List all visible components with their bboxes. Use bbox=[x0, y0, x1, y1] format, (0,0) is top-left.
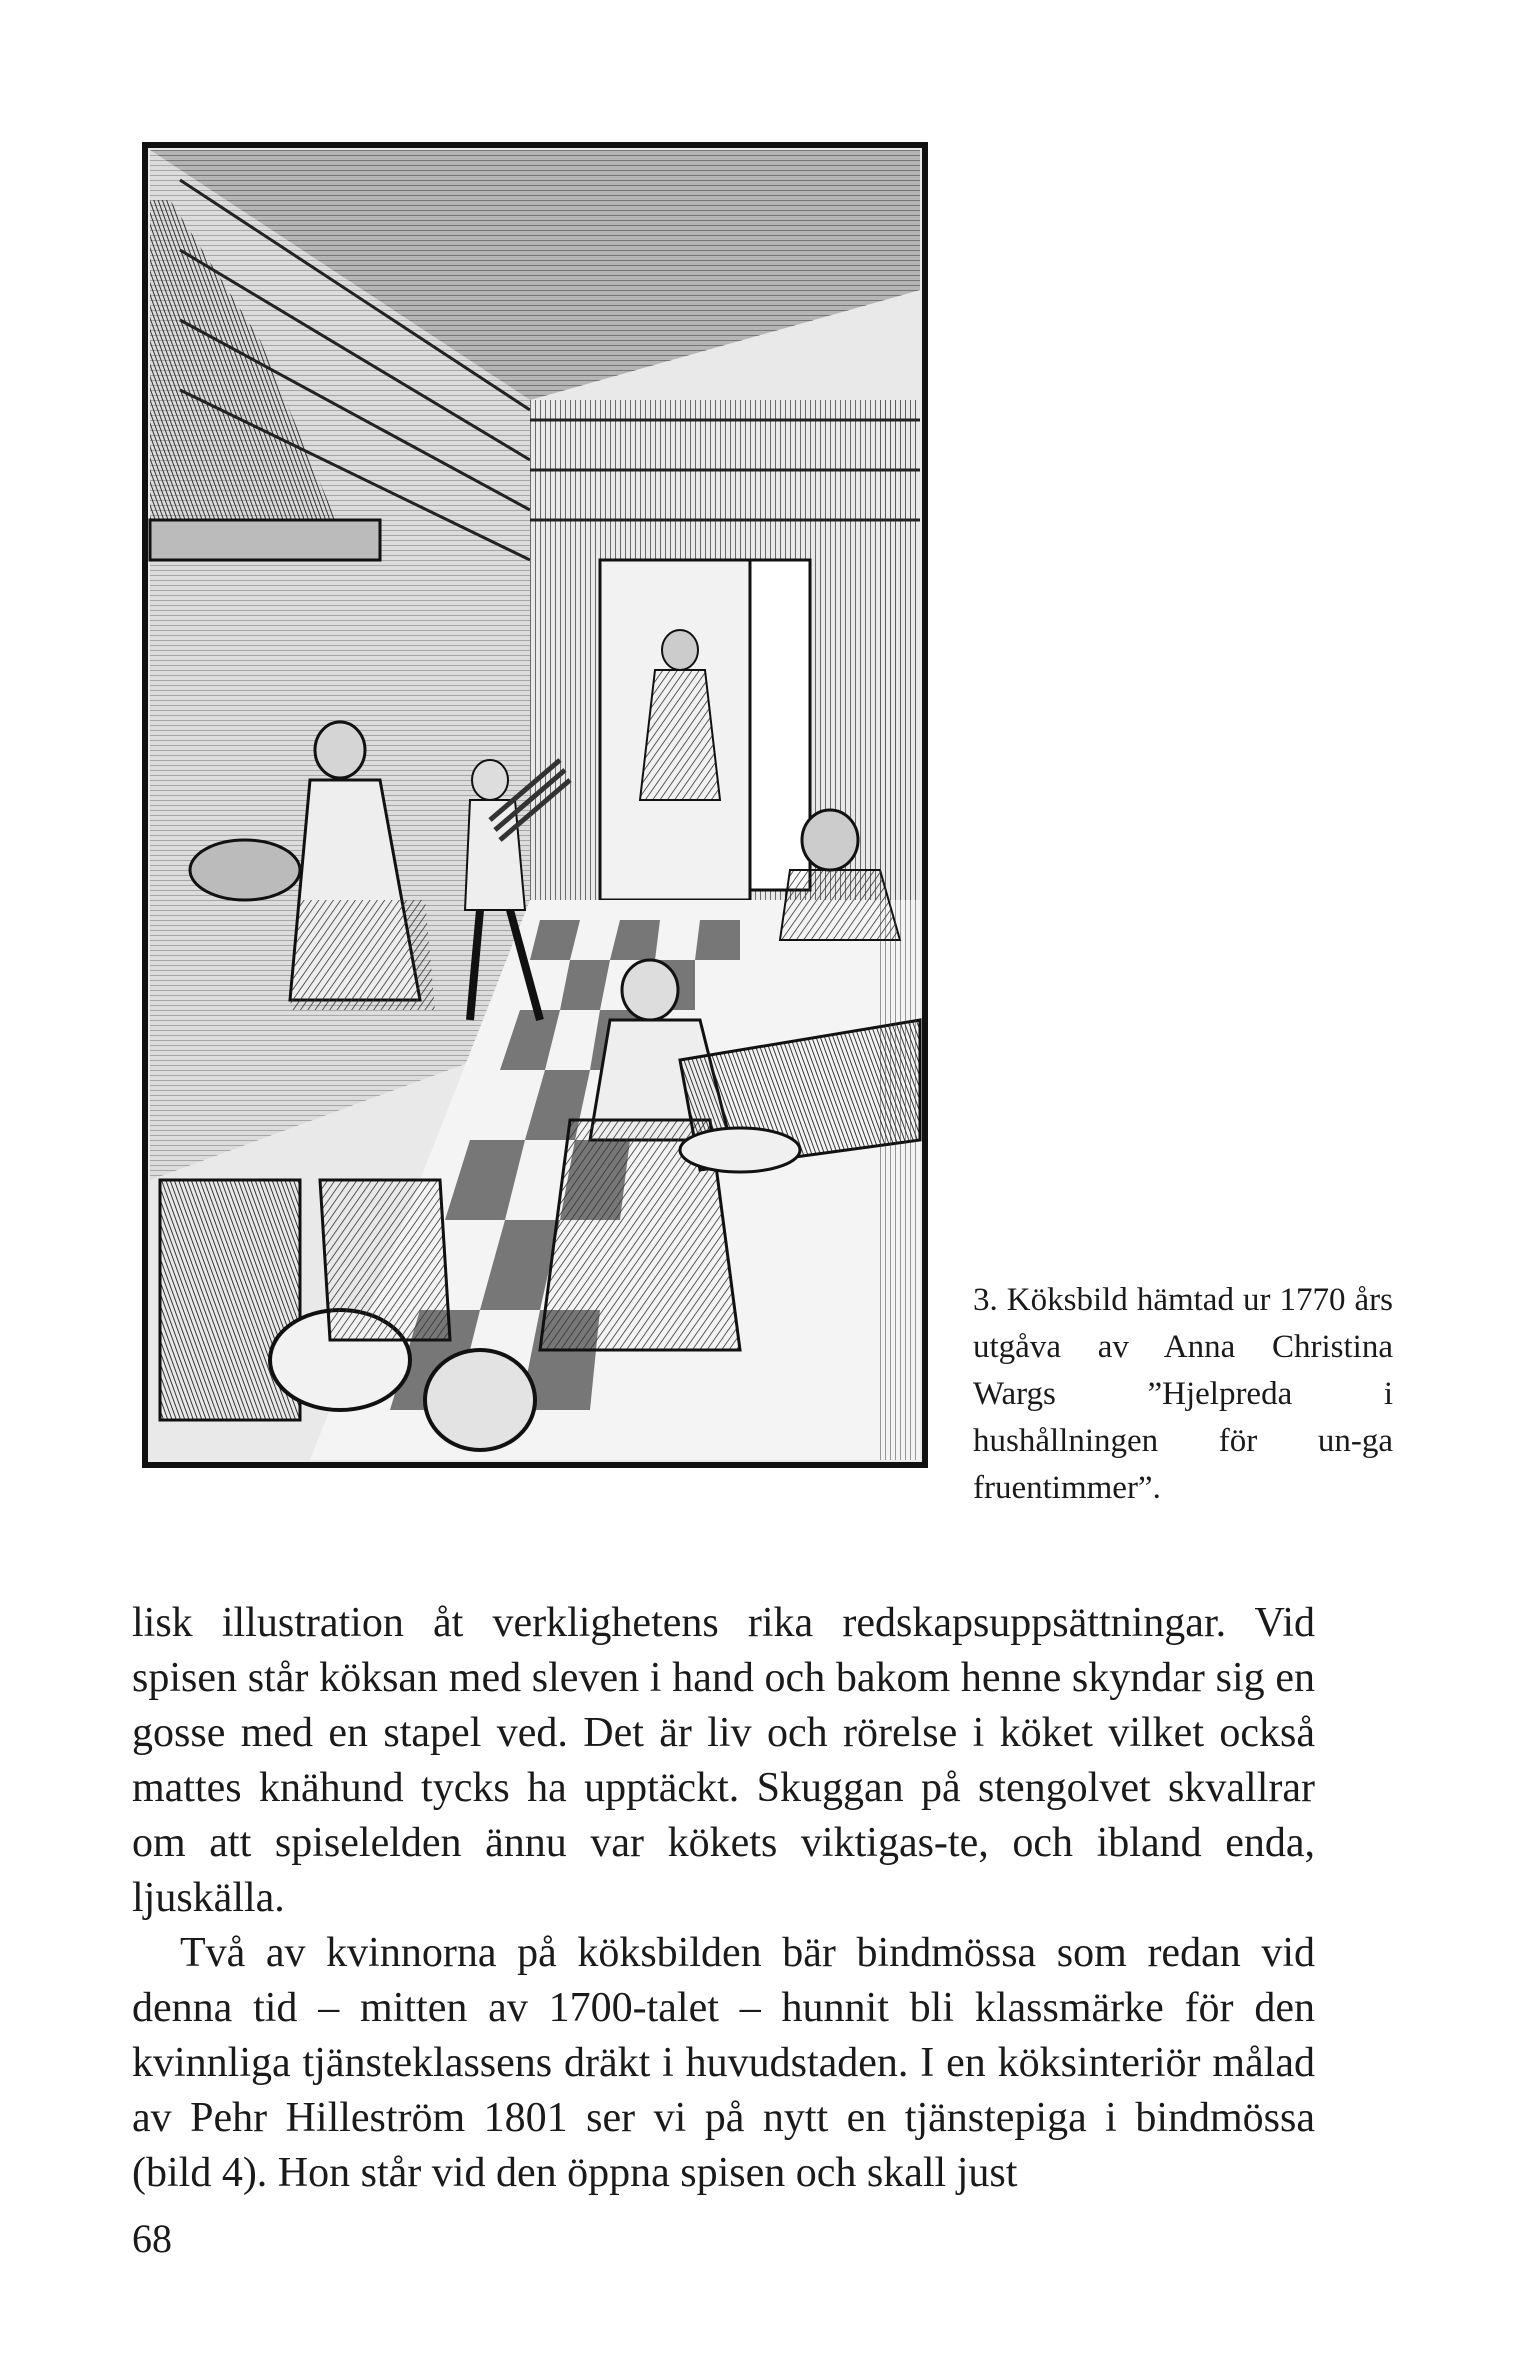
paragraph-2: Två av kvinnorna på köksbilden bär bindmössa som redan vid denna tid – mitten av 1700-talet – hunnit bli klassmärke för den kvinnliga tjänsteklassens dräkt i huvudstaden. I en köksinteriör målad av Pehr Hilleström 1801 ser vi på nytt en tjänstepiga i bindmössa (bild 4). Hon står vid den öppna spisen och skall just bbox=[132, 1930, 1315, 2196]
figure-caption-text: 3. Köksbild hämtad ur 1770 års utgåva av Anna Christina Wargs ”Hjelpreda i hushållningen för un-ga fruentimmer”. bbox=[973, 1282, 1393, 1506]
page-number: 68 bbox=[132, 2216, 172, 2261]
body-text bbox=[132, 1596, 1315, 2201]
figure-caption bbox=[973, 1277, 1393, 1512]
kitchen-engraving-illustration bbox=[140, 140, 930, 1470]
engraving-svg bbox=[140, 140, 930, 1470]
paragraph-1: lisk illustration åt verklighetens rika redskapsuppsättningar. Vid spisen står köksan med sleven i hand och bakom henne skyndar sig en gosse med en stapel ved. Det är liv och rörelse i köket vilket också mattes knähund tycks ha upptäckt. Skuggan på stengolvet skvallrar om att spiselelden ännu var kökets viktigas-te, och ibland enda, ljuskälla. bbox=[132, 1600, 1315, 1921]
